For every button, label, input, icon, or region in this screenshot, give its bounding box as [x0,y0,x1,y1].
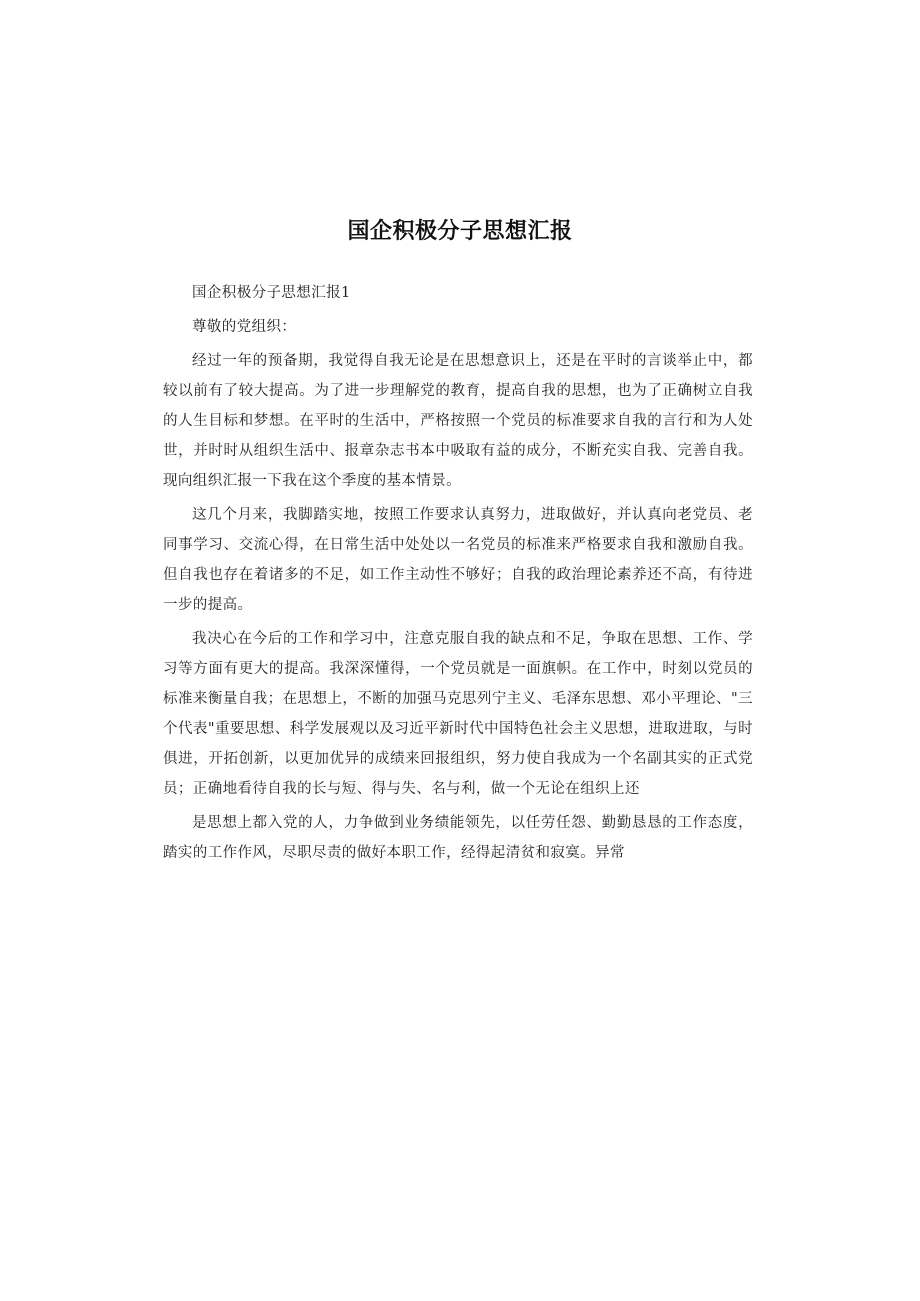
paragraph-2: 这几个月来，我脚踏实地，按照工作要求认真努力，进取做好，并认真向老党员、老同事学习、交流心得，在日常生活中处处以一名党员的标准来严格要求自我和激励自我。但自我也存在着诸多的不足，如工作主动性不够好；自我的政治理论素养还不高，有待进一步的提高。 [163,507,753,613]
paragraph-3: 我决心在今后的工作和学习中，注意克服自我的缺点和不足，争取在思想、工作、学习等方面有更大的提高。我深深懂得，一个党员就是一面旗帜。在工作中，时刻以党员的标准来衡量自我；在思想上，不断的加强马克思列宁主义、毛泽东思想、邓小平理论、"三个代表"重要思想、科学发展观以及习近平新时代中国特色社会主义思想，进取进取，与时俱进，开拓创新，以更加优异的成绩来回报组织，努力使自我成为一个名副其实的正式党员；正确地看待自我的长与短、得与失、名与利，做一个无论在组织上还 [163,631,753,797]
paragraph-1: 经过一年的预备期，我觉得自我无论是在思想意识上，还是在平时的言谈举止中，都较以前有了较大提高。为了进一步理解党的教育，提高自我的思想，也为了正确树立自我的人生目标和梦想。在平时的生活中，严格按照一个党员的标准要求自我的言行和为人处世，并时时从组织生活中、报章杂志书本中吸取有益的成分，不断充实自我、完善自我。现向组织汇报一下我在这个季度的基本情景。 [163,353,753,489]
salutation: 尊敬的党组织： [192,319,297,335]
paragraph-4: 是思想上都入党的人，力争做到业务绩能领先，以任劳任怨、勤勤恳恳的工作态度，踏实的工作作风，尽职尽责的做好本职工作，经得起清贫和寂寞。异常 [163,815,753,861]
report-heading: 国企积极分子思想汇报1 [192,285,351,301]
document-body [163,278,753,872]
document-title: 国企积极分子思想汇报 [347,219,573,244]
